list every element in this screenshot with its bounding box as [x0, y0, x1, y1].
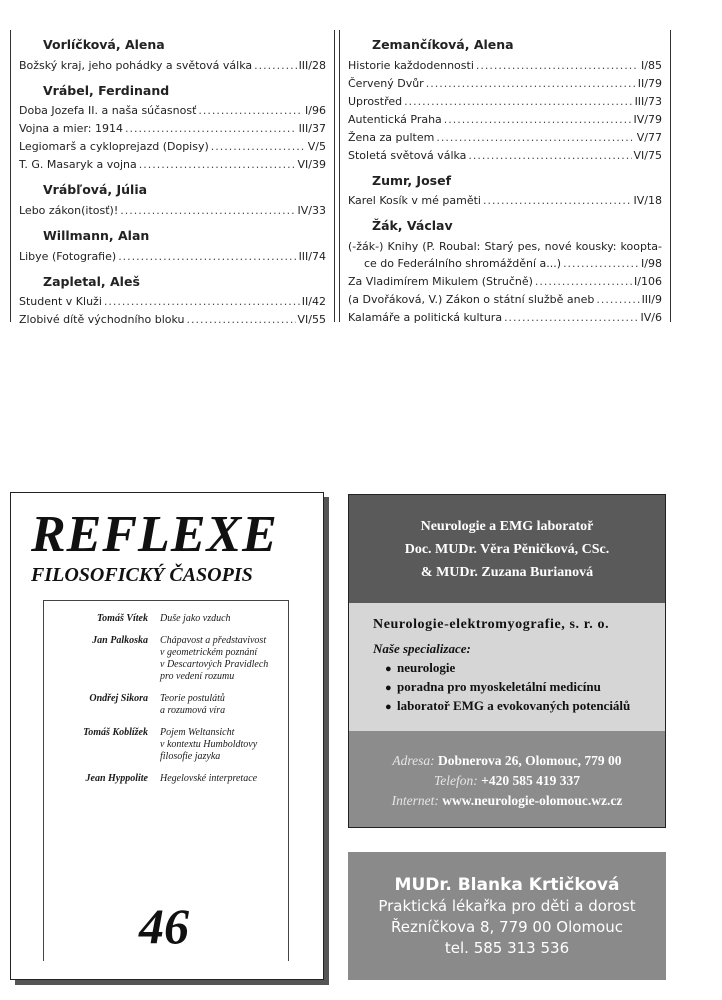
company-name: Neurologie-elektromyografie, s. r. o. [373, 617, 610, 632]
web-label: Internet: [391, 793, 439, 808]
entry-ref: II/42 [301, 295, 326, 309]
neuro-header-line: Doc. MUDr. Věra Pěničková, CSc. [404, 542, 610, 557]
specialization-item [373, 697, 665, 716]
leader-dots [535, 273, 632, 291]
leader-dots [187, 311, 296, 329]
author-heading: Vrábel, Ferdinand [43, 82, 170, 98]
author-heading: Willmann, Alan [43, 227, 150, 243]
entry-ref: I/85 [641, 58, 662, 72]
index-entry [19, 120, 326, 138]
toc-title: Chápavost a představivost v geometrickém poznání v Descartových Pravidlech pro vedení rozumu [160, 635, 269, 682]
leader-dots [404, 93, 632, 111]
toc-row [44, 727, 288, 763]
index-entry [19, 57, 326, 75]
address-label: Adresa: [392, 753, 435, 768]
leader-dots [476, 57, 639, 75]
doctor-name: MUDr. Blanka Krtičková [394, 875, 620, 895]
neuro-services [349, 603, 665, 731]
entry-title: (a Dvořáková, V.) Zákon o státní službě aneb [348, 292, 595, 306]
doctor-specialty: Praktická lékařka pro děti a dorost [378, 897, 636, 915]
entry-ref: III/37 [298, 122, 326, 136]
index-entry [348, 273, 662, 291]
web-value: www.neurologie-olomouc.wz.cz [442, 793, 623, 808]
entry-ref: V/77 [636, 130, 662, 144]
neuro-header-line: Neurologie a EMG laboratoř [420, 519, 594, 534]
web-line [349, 791, 665, 811]
leader-dots [125, 120, 297, 138]
entry-title: Doba Jozefa II. a naša súčasnosť [19, 104, 197, 118]
entry-ref: I/96 [305, 104, 326, 118]
toc-author: Tomáš Vítek [96, 613, 148, 624]
index-entry [348, 75, 662, 93]
leader-dots [118, 248, 296, 266]
entry-title: Historie každodennosti [348, 58, 474, 72]
leader-dots [563, 255, 639, 273]
neuro-contact [349, 731, 665, 827]
toc-row [44, 613, 288, 625]
leader-dots [139, 156, 296, 174]
entry-title: Legiomarš a cykloprejazd (Dopisy) [19, 140, 209, 154]
specialization-text: neurologie [397, 660, 456, 675]
entry-ref: I/106 [634, 274, 662, 288]
index-entry [348, 255, 662, 273]
entry-title: Libye (Fotografie) [19, 249, 117, 263]
index-entry [19, 202, 326, 220]
index-column-right [339, 30, 671, 322]
toc-author: Jean Hyppolite [85, 773, 148, 784]
phone-line [349, 771, 665, 791]
neuro-header-line: & MUDr. Zuzana Burianová [420, 565, 594, 580]
entry-ref: IV/6 [640, 310, 662, 324]
entry-title: Student v Kluži [19, 295, 102, 309]
entry-ref: III/9 [641, 292, 662, 306]
specialization-item [373, 659, 665, 678]
leader-dots [436, 129, 634, 147]
krtickova-ad [348, 852, 666, 980]
index-entry [348, 147, 662, 165]
index-entry [348, 309, 662, 327]
leader-dots [211, 138, 306, 156]
toc-row [44, 773, 288, 785]
entry-title: Karel Kosík v mé paměti [348, 194, 481, 208]
entry-ref: VI/55 [297, 313, 326, 327]
entry-ref: V/5 [307, 140, 326, 154]
specialization-text: laboratoř EMG a evokovaných potenciálů [397, 698, 631, 713]
index-entry [348, 111, 662, 129]
entry-ref: VI/39 [297, 158, 326, 172]
entry-ref: IV/79 [633, 112, 662, 126]
journal-subtitle: FILOSOFICKÝ ČASOPIS [31, 564, 253, 586]
author-heading: Zapletal, Aleš [43, 273, 140, 289]
index-entry [19, 102, 326, 120]
leader-dots [198, 102, 303, 120]
index-entry-multiline [348, 238, 662, 273]
neurologie-ad [348, 494, 666, 828]
entry-title: Autentická Praha [348, 112, 442, 126]
leader-dots [483, 192, 632, 210]
phone-value: +420 585 419 337 [481, 773, 580, 788]
toc-author: Jan Palkoska [92, 635, 148, 646]
entry-title: Uprostřed [348, 94, 403, 108]
entry-ref: III/74 [298, 249, 326, 263]
doctor-phone: tel. 585 313 536 [444, 939, 570, 957]
address-line [349, 751, 665, 771]
index-entry [348, 291, 662, 309]
entry-ref: II/79 [637, 76, 662, 90]
neuro-header [349, 495, 665, 603]
doctor-address: Řezníčkova 8, 779 00 Olomouc [391, 918, 623, 936]
toc-author: Tomáš Koblížek [83, 727, 148, 738]
leader-dots [444, 111, 632, 129]
leader-dots [120, 202, 295, 220]
phone-label: Telefon: [434, 773, 478, 788]
entry-title-line2: ce do Federálního shromáždění a...) [364, 256, 562, 270]
entry-title: Lebo zákon(itosť)! [19, 203, 119, 217]
author-heading: Zemančíková, Alena [372, 37, 514, 52]
toc-title: Hegelovské interpretace [160, 773, 258, 784]
entry-title-line1: (-žák-) Knihy (P. Roubal: Starý pes, nové kousky: koopta- [348, 239, 662, 253]
index-entry [19, 248, 326, 266]
toc-row [44, 635, 288, 683]
entry-title: Božský kraj, jeho pohádky a světová válka [19, 58, 253, 72]
entry-title: Kalamáře a politická kultura [348, 310, 503, 324]
index-entry [348, 129, 662, 147]
author-heading: Vorlíčková, Alena [43, 37, 165, 52]
leader-dots [104, 293, 300, 311]
index-entry [19, 293, 326, 311]
entry-ref: VI/75 [633, 148, 662, 162]
entry-ref: III/28 [298, 58, 326, 72]
entry-title: Vojna a mier: 1914 [19, 122, 123, 136]
specializations-label: Naše specializace: [373, 641, 471, 656]
leader-dots [254, 57, 296, 75]
specialization-text: poradna pro myoskeletální medicínu [397, 679, 601, 694]
journal-title: REFLEXE [31, 506, 278, 563]
entry-ref: IV/33 [297, 203, 326, 217]
toc-title: Duše jako vzduch [160, 613, 231, 624]
leader-dots [468, 147, 631, 165]
entry-ref: IV/18 [633, 194, 662, 208]
entry-title: Červený Dvůr [348, 76, 424, 90]
entry-title: Zlobivé dítě východního bloku [19, 313, 185, 327]
toc-title: Pojem Weltansicht v kontextu Humboldtovy filosofie jazyka [160, 727, 258, 762]
entry-ref: III/73 [634, 94, 662, 108]
index-entry [348, 57, 662, 75]
index-entry [19, 156, 326, 174]
entry-ref: I/98 [641, 256, 662, 270]
leader-dots [426, 75, 636, 93]
specialization-item [373, 678, 665, 697]
toc-row [44, 693, 288, 717]
issue-number: 46 [139, 898, 189, 954]
leader-dots [504, 309, 638, 327]
toc-author: Ondřej Sikora [89, 693, 148, 704]
bullet-icon: ● [385, 701, 392, 713]
entry-title: T. G. Masaryk a vojna [19, 158, 137, 172]
author-heading: Zumr, Josef [372, 172, 452, 188]
toc-title: Teorie postulátů a rozumová víra [160, 693, 226, 716]
bullet-icon: ● [385, 663, 392, 675]
index-entry [348, 192, 662, 210]
reflexe-journal-ad [10, 492, 324, 980]
entry-title: Za Vladimírem Mikulem (Stručně) [348, 274, 533, 288]
address-value: Dobnerova 26, Olomouc, 779 00 [438, 753, 622, 768]
author-heading: Žák, Václav [372, 218, 453, 234]
bullet-icon: ● [385, 682, 392, 694]
author-heading: Vrábľová, Júlia [43, 182, 148, 198]
entry-title: Stoletá světová válka [348, 148, 467, 162]
index-entry [19, 138, 326, 156]
index-column-left [10, 30, 335, 327]
index-entry [348, 93, 662, 111]
leader-dots [596, 291, 639, 309]
entry-title: Žena za pultem [348, 130, 435, 144]
index-entry [19, 311, 326, 329]
